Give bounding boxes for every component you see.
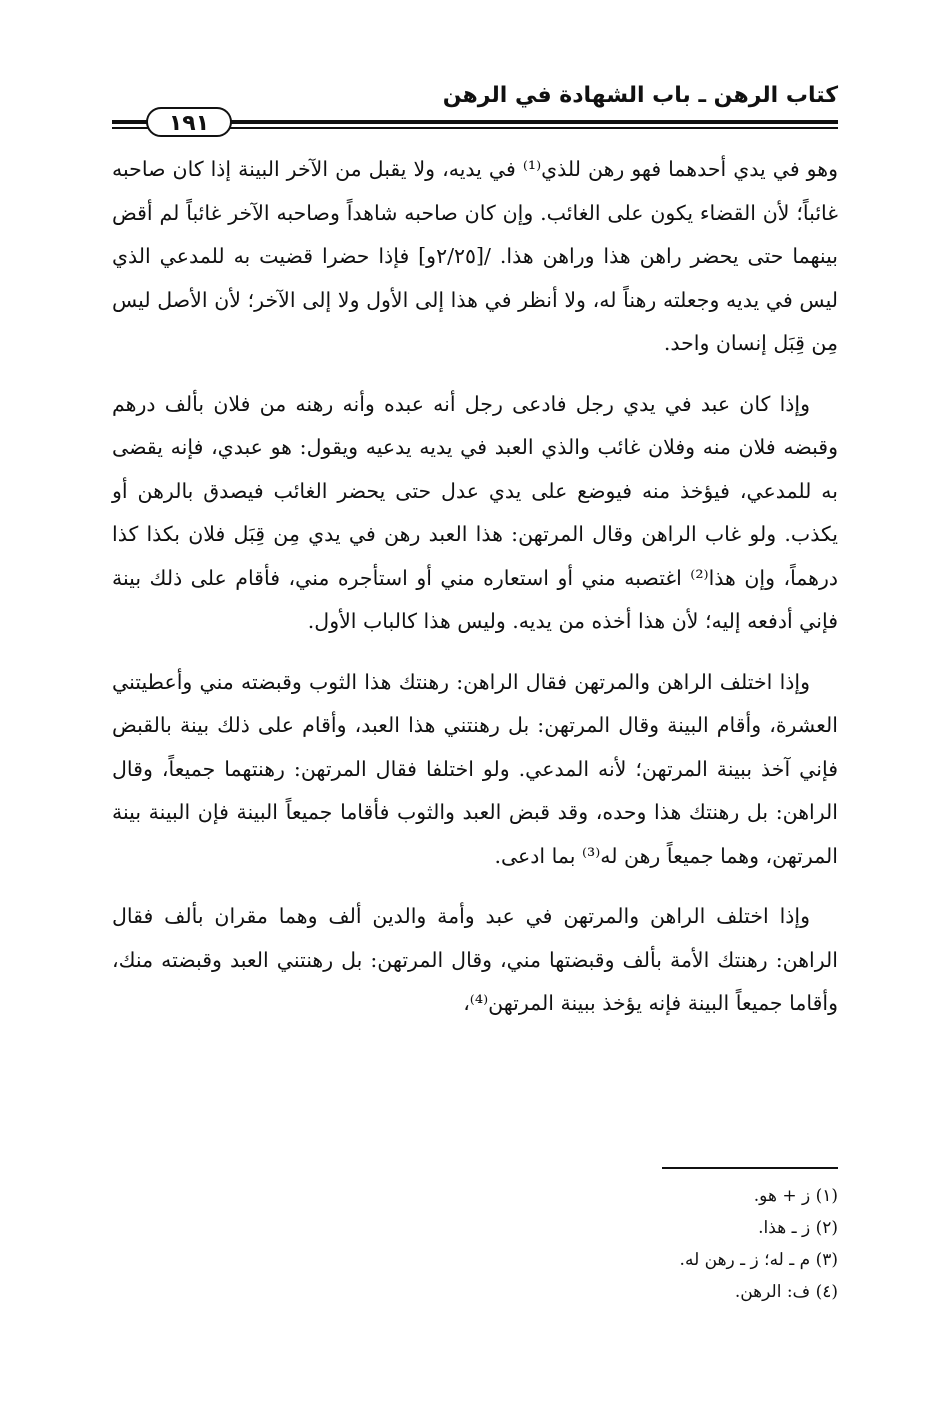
- running-title: كتاب الرهن ـ باب الشهادة في الرهن: [442, 83, 838, 108]
- footnote-item: (٣) م ـ له؛ ز ـ رهن له.: [679, 1250, 838, 1270]
- footnotes: [112, 1180, 838, 1308]
- paragraph: وهو في يدي أحدهما فهو رهن للذي⁽¹⁾ في يديه، ولا يقبل من الآخر البينة إذا كان صاحبه غائباً؛ لأن القضاء يكون على الغائب. وإن كان صاحبه شاهداً وصاحبه الآخر غائباً لم أقض بينهما حتى يحضر راهن هذا وراهن هذا. /[٢/٢٥و] فإذا حضرا قضيت به للمدعي الذي ليس في يديه وجعلته رهناً له، ولا أنظر في هذا إلى الأول ولا إلى الآخر؛ لأن الأصل ليس مِن قِبَل إنسان واحد.: [112, 157, 839, 355]
- page-number-badge: ١٩١: [146, 107, 232, 137]
- footnote-item: (٤) ف: الرهن.: [734, 1282, 838, 1302]
- paragraph: وإذا كان عبد في يدي رجل فادعى رجل أنه عبده وأنه رهنه من فلان بألف درهم وقبضه فلان منه وفلان غائب والذي العبد في يديه يدعيه ويقول: هو عبدي، فإنه يقضى به للمدعي، فيؤخذ منه فيوضع على يدي عدل حتى يحضر الغائب فيصدق بالرهن أو يكذب. ولو غاب الراهن وقال المرتهن: هذا العبد رهن في يدي مِن قِبَل فلان بكذا كذا درهماً، وإن هذا⁽²⁾ اغتصبه مني أو استعاره مني أو استأجره مني، فأقام على ذلك بينة فإني أدفعه إليه؛ لأن هذا أخذه من يديه. وليس هذا كالباب الأول.: [112, 391, 838, 633]
- paragraph: وإذا اختلف الراهن والمرتهن في عبد وأمة والدين ألف وهما مقران بألف فقال الراهن: رهنتك الأمة بألف وقبضتها مني، وقال المرتهن: بل رهنتني العبد وقبضته منك، وأقاما جميعاً البينة فإنه يؤخذ ببينة المرتهن⁽⁴⁾،: [112, 904, 838, 1015]
- paragraph: وإذا اختلف الراهن والمرتهن فقال الراهن: رهنتك هذا الثوب وقبضته مني وأعطيتني العشرة، وأقام البينة وقال المرتهن: بل رهنتني هذا العبد، وأقام على ذلك بينة بالقبض فإني آخذ ببينة المرتهن؛ لأنه المدعي. ولو اختلفا فقال المرتهن: رهنتهما جميعاً، وقال الراهن: بل رهنتك هذا وحده، وقد قبض العبد والثوب فأقاما جميعاً البينة فإن البينة بينة المرتهن، وهما جميعاً رهن له⁽³⁾ بما ادعى.: [112, 669, 838, 868]
- footnote-separator: [662, 1167, 838, 1169]
- main-text: [112, 148, 838, 1043]
- footnote-item: (٢) ز ـ هذا.: [758, 1218, 838, 1238]
- footnote-item: (١) ز + هو.: [753, 1186, 838, 1206]
- page-header: [112, 72, 838, 142]
